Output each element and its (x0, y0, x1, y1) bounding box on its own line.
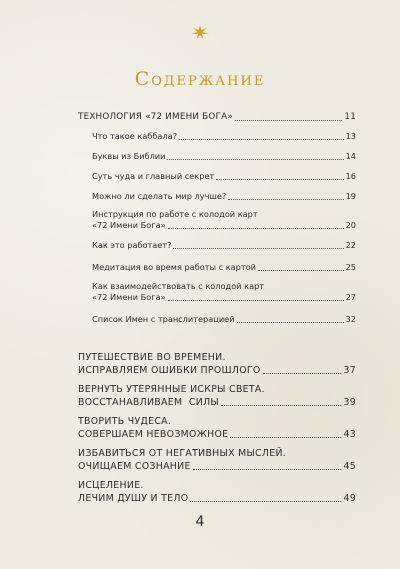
toc-page-number: 13 (345, 131, 356, 141)
toc-sub-item-label: Список Имен с транслитерацией (92, 314, 235, 324)
toc-section[interactable] (78, 384, 356, 409)
toc-sub-item-label: Как это работает? (92, 240, 172, 250)
toc-sub-item[interactable] (92, 209, 356, 231)
toc-section-title: ИЗБАВИТЬСЯ ОТ НЕГАТИВНЫХ МЫСЛЕЙ. (78, 448, 287, 459)
toc-section-line2 (78, 429, 356, 442)
toc-leader-dots (216, 179, 343, 180)
toc-leader-dots (263, 373, 342, 374)
toc-section-title: ТВОРИТЬ ЧУДЕСА. (78, 416, 172, 427)
toc-page-number: 45 (343, 460, 356, 472)
toc-sub-item-label: Буквы из Библии (92, 151, 166, 161)
toc-page-number: 25 (345, 262, 356, 272)
toc-sub-item[interactable] (92, 151, 356, 162)
toc-section-title: ИСЦЕЛЕНИЕ. (78, 480, 144, 491)
toc-leader-dots (237, 322, 344, 323)
toc-leader-dots (190, 501, 341, 502)
toc-page-number: 49 (343, 492, 356, 504)
toc-section-subtitle: ОЧИЩАЕМ СОЗНАНИЕ (78, 460, 191, 472)
toc-section-line2 (78, 493, 356, 506)
toc-sub-item-line2 (92, 220, 356, 231)
toc-sub-item[interactable] (92, 240, 356, 251)
toc-sub-item[interactable] (92, 281, 356, 303)
toc-sub-item-label: Как взаимодействовать с колодой карт (92, 281, 265, 291)
toc-leader-dots (221, 405, 341, 406)
toc-sub-item[interactable] (92, 314, 356, 325)
toc-page-number: 19 (345, 191, 356, 201)
toc-sub-item-label: Что такое каббала? (92, 131, 178, 141)
toc-section-line2 (78, 365, 356, 378)
toc-sub-item-label-cont: «72 Имени Бога» (92, 220, 166, 230)
toc-section-line2 (78, 461, 356, 474)
toc-sub-item-label: Суть чуда и главный секрет (92, 171, 215, 181)
toc-leader-dots (167, 159, 343, 160)
toc-sub-item-label: Можно ли сделать мир лучше? (92, 191, 227, 201)
toc-leader-dots (168, 228, 344, 229)
toc-section-line2 (78, 397, 356, 410)
toc-section[interactable] (78, 416, 356, 441)
toc-section-subtitle: СОВЕРШАЕМ НЕВОЗМОЖНОЕ (78, 428, 229, 440)
toc-main-item[interactable] (78, 112, 356, 123)
sparkle-ornament-icon (190, 24, 210, 40)
toc-sub-item-label-cont: «72 Имени Бога» (92, 292, 166, 302)
toc-main-item-label: ТЕХНОЛОГИЯ «72 ИМЕНИ БОГА» (78, 112, 233, 122)
toc-section[interactable] (78, 352, 356, 377)
toc-leader-dots (179, 139, 344, 140)
toc-sub-item[interactable] (92, 131, 356, 142)
toc-page-number: 27 (345, 292, 356, 302)
toc-leader-dots (168, 300, 344, 301)
toc-section-subtitle: ВОССТАНАВЛИВАЕМ СИЛЫ (78, 396, 219, 408)
toc-leader-dots (193, 469, 342, 470)
toc-page-number: 16 (345, 171, 356, 181)
toc-sub-item-line2 (92, 292, 356, 303)
toc-section[interactable] (78, 448, 356, 473)
toc-sub-item[interactable] (92, 191, 356, 202)
toc-page-number: 14 (345, 151, 356, 161)
toc-page-number: 20 (345, 220, 356, 230)
toc-leader-dots (173, 248, 343, 249)
toc-sub-item[interactable] (92, 262, 356, 273)
toc-leader-dots (230, 437, 341, 438)
page-number: 4 (195, 514, 205, 530)
toc-section-subtitle: ИСПРАВЛЯЕМ ОШИБКИ ПРОШЛОГО (78, 364, 261, 376)
toc-section[interactable] (78, 480, 356, 505)
toc-leader-dots (228, 199, 343, 200)
toc-section-subtitle: ЛЕЧИМ ДУШУ И ТЕЛО (78, 492, 189, 504)
toc-page-number: 39 (343, 396, 356, 408)
toc-leader-dots (235, 120, 343, 121)
toc-section-title: ВЕРНУТЬ УТЕРЯННЫЕ ИСКРЫ СВЕТА. (78, 384, 265, 395)
toc-section-title: ПУТЕШЕСТВИЕ ВО ВРЕМЕНИ. (78, 352, 226, 363)
toc-page-number: 22 (345, 240, 356, 250)
toc-page-number: 37 (343, 364, 356, 376)
toc-leader-dots (258, 270, 344, 271)
page-title: Содержание (134, 68, 266, 90)
toc-page-number: 32 (345, 314, 356, 324)
toc-page-number: 43 (343, 428, 356, 440)
toc-sub-item-label: Инструкция по работе с колодой карт (92, 209, 258, 219)
toc-sub-item-label: Медитация во время работы с картой (92, 262, 256, 272)
toc-page-number: 11 (344, 112, 356, 122)
toc-sub-item[interactable] (92, 171, 356, 182)
